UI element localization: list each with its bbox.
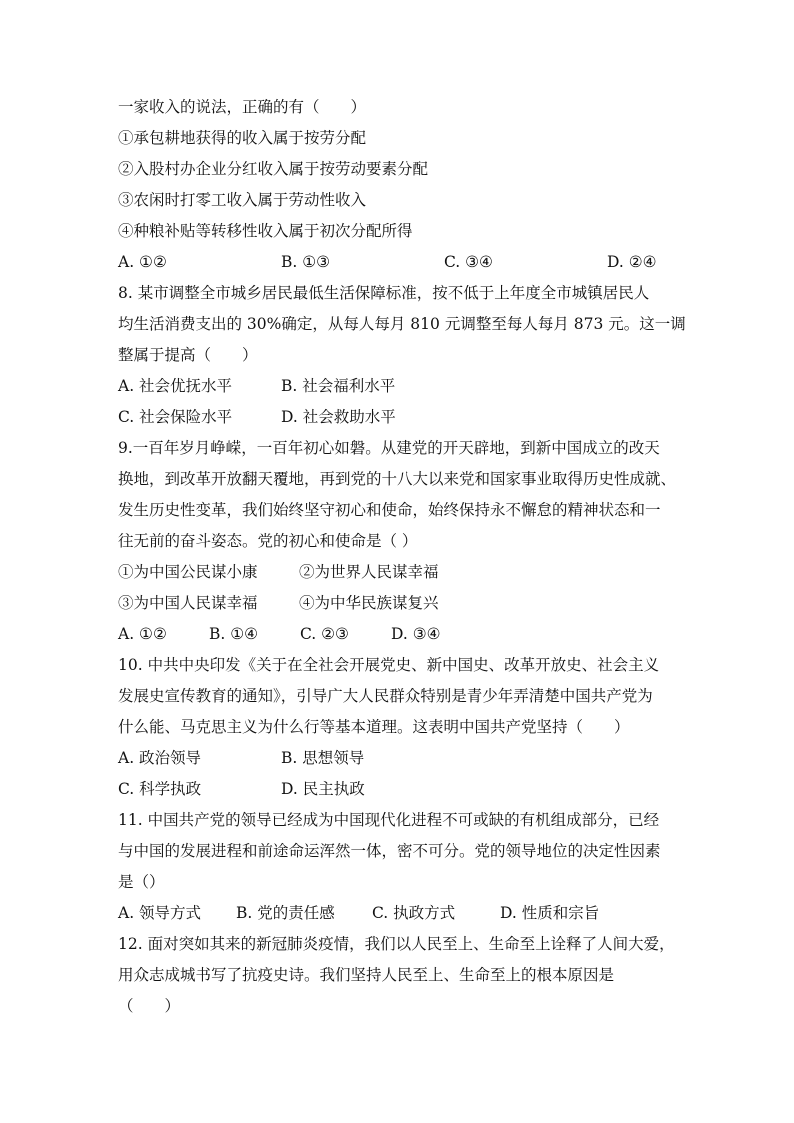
q10-options-row-2 <box>118 774 678 805</box>
q12-line-2: 用众志成城书写了抗疫史诗。我们坚持人民至上、生命至上的根本原因是 <box>118 966 615 984</box>
q10-line-1: 10. 中共中央印发《关于在全社会开展党史、新中国史、改革开放史、社会主义 <box>118 656 660 674</box>
q9-options <box>118 619 678 650</box>
q7-item-2: ②入股村办企业分红收入属于按劳动要素分配 <box>118 160 429 178</box>
q9-option-c: C. ②③ <box>300 625 349 643</box>
q7-stem-tail: 一家收入的说法，正确的有（ ） <box>118 98 367 116</box>
q7-option-b: B. ①③ <box>281 253 331 271</box>
q9-option-b: B. ①④ <box>209 625 259 643</box>
q7-option-c: C. ③④ <box>444 253 493 271</box>
q11-line-1: 11. 中国共产党的领导已经成为中国现代化进程不可或缺的有机组成部分，已经 <box>118 811 660 829</box>
q8-options-row-1 <box>118 371 678 402</box>
q9-item-4: ④为中华民族谋复兴 <box>299 594 439 612</box>
q9-line-3: 发生历史性变革，我们始终坚守初心和使命，始终保持永不懈怠的精神状态和一 <box>118 501 661 519</box>
q8-option-c: C. 社会保险水平 <box>118 408 233 426</box>
q7-item-4: ④种粮补贴等转移性收入属于初次分配所得 <box>118 222 413 240</box>
q7-item-1: ①承包耕地获得的收入属于按劳分配 <box>118 129 367 147</box>
q9-items-row-1 <box>118 557 678 588</box>
q8-option-b: B. 社会福利水平 <box>281 377 396 395</box>
q11-option-d: D. 性质和宗旨 <box>500 904 600 922</box>
q8-line-3: 整属于提高（ ） <box>118 346 258 364</box>
q8-option-a: A. 社会优抚水平 <box>118 377 233 395</box>
q10-option-a: A. 政治领导 <box>118 749 202 767</box>
q11-line-3: 是（） <box>118 873 165 891</box>
q10-option-d: D. 民主执政 <box>281 780 365 798</box>
q8-line-1: 8. 某市调整全市城乡居民最低生活保障标准，按不低于上年度全市城镇居民人 <box>118 284 650 302</box>
q7-item-3: ③农闲时打零工收入属于劳动性收入 <box>118 191 367 209</box>
q11-option-a: A. 领导方式 <box>118 904 202 922</box>
q8-option-d: D. 社会救助水平 <box>281 408 396 426</box>
q9-items-row-2 <box>118 588 678 619</box>
q9-item-1: ①为中国公民谋小康 <box>118 563 258 581</box>
q7-options <box>118 247 678 278</box>
q9-line-2: 换地，到改革开放翻天覆地，再到党的十八大以来党和国家事业取得历史性成就、 <box>118 470 677 488</box>
q11-line-2: 与中国的发展进程和前途命运浑然一体，密不可分。党的领导地位的决定性因素 <box>118 842 661 860</box>
q9-item-2: ②为世界人民谋幸福 <box>299 563 439 581</box>
q7-option-d: D. ②④ <box>607 253 657 271</box>
q9-item-3: ③为中国人民谋幸福 <box>118 594 258 612</box>
q8-line-2: 均生活消费支出的 30%确定，从每人每月 810 元调整至每人每月 873 元。这一调 <box>118 315 686 333</box>
q9-line-4: 往无前的奋斗姿态。党的初心和使命是（ ） <box>118 532 418 550</box>
q10-line-2: 发展史宣传教育的通知》，引导广大人民群众特别是青少年弄清楚中国共产党为 <box>118 687 653 705</box>
q10-options-row-1 <box>118 743 678 774</box>
q11-option-b: B. 党的责任感 <box>236 904 335 922</box>
exam-page <box>118 92 686 1022</box>
q11-option-c: C. 执政方式 <box>372 904 456 922</box>
q7-option-a: A. ①② <box>118 253 167 271</box>
q9-option-a: A. ①② <box>118 625 167 643</box>
q8-options-row-2 <box>118 402 678 433</box>
q12-line-3: （ ） <box>118 997 181 1015</box>
q9-line-1: 9.一百年岁月峥嵘，一百年初心如磐。从建党的开天辟地，到新中国成立的改天 <box>118 439 660 457</box>
q12-line-1: 12. 面对突如其来的新冠肺炎疫情，我们以人民至上、生命至上诠释了人间大爱， <box>118 935 675 953</box>
q10-line-3: 什么能、马克思主义为什么行等基本道理。这表明中国共产党坚持（ ） <box>118 718 630 736</box>
q9-option-d: D. ③④ <box>391 625 441 643</box>
q10-option-c: C. 科学执政 <box>118 780 202 798</box>
q11-options <box>118 898 678 929</box>
q10-option-b: B. 思想领导 <box>281 749 365 767</box>
